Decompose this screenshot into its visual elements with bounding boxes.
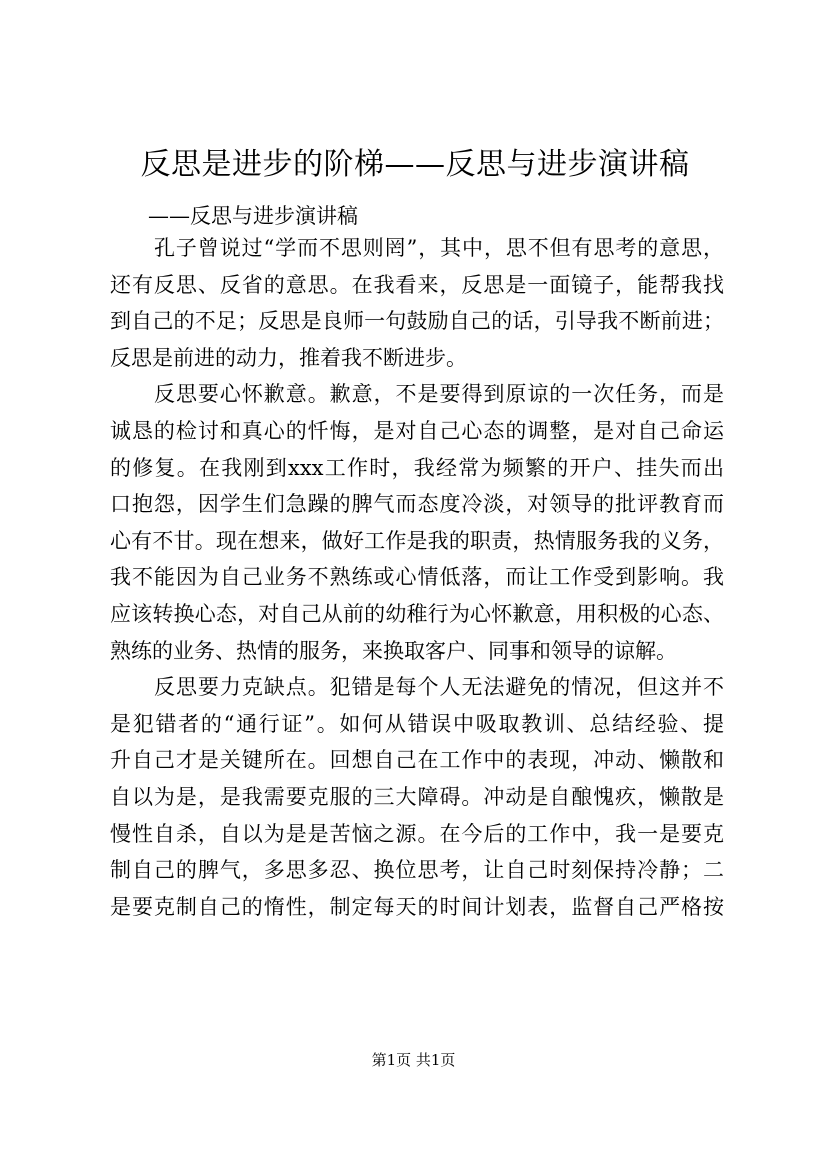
paragraph-line: 是犯错者的“通行证”。如何从错误中吸取教训、总结经验、提: [110, 711, 724, 736]
paragraph-line: 到自己的不足；反思是良师一句鼓励自己的话，引导我不断前进；: [110, 309, 724, 334]
paragraph-line: 慢性自杀，自以为是是苦恼之源。在今后的工作中，我一是要克: [110, 821, 724, 846]
paragraph-line: 我不能因为自己业务不熟练或心情低落，而让工作受到影响。我: [110, 565, 724, 590]
paragraph-line: 反思是前进的动力，推着我不断进步。: [110, 345, 467, 370]
paragraph-line: 自以为是，是我需要克服的三大障碍。冲动是自酿愧疚，懒散是: [110, 784, 724, 809]
paragraph-line: 反思要力克缺点。犯错是每个人无法避免的情况，但这并不: [154, 675, 724, 700]
paragraph-line: 应该转换心态，对自己从前的幼稚行为心怀歉意，用积极的心态、: [110, 601, 724, 626]
document-body: [110, 230, 724, 925]
page-footer: 第1页 共1页: [371, 1051, 456, 1069]
paragraph-line: 是要克制自己的惰性，制定每天的时间计划表，监督自己严格按: [110, 894, 724, 919]
paragraph-line: 的修复。在我刚到xxx工作时，我经常为频繁的开户、挂失而出: [110, 455, 724, 480]
paragraph-line: 反思要心怀歉意。歉意，不是要得到原谅的一次任务，而是: [154, 382, 724, 407]
paragraph-line: 熟练的业务、热情的服务，来换取客户、同事和领导的谅解。: [110, 638, 677, 663]
document-subtitle: ——反思与进步演讲稿: [148, 204, 358, 228]
paragraph-line: 口抱怨，因学生们急躁的脾气而态度冷淡，对领导的批评教育而: [110, 492, 724, 517]
paragraph-line: 诚恳的检讨和真心的忏悔，是对自己心态的调整，是对自己命运: [110, 418, 724, 443]
paragraph-line: 心有不甘。现在想来，做好工作是我的职责，热情服务我的义务，: [110, 528, 724, 553]
document-title: 反思是进步的阶梯——反思与进步演讲稿: [140, 147, 690, 182]
paragraph-line: 升自己才是关键所在。回想自己在工作中的表现，冲动、懒散和: [110, 748, 724, 773]
paragraph-line: 制自己的脾气，多思多忍、换位思考，让自己时刻保持冷静；二: [110, 858, 724, 883]
paragraph-line: 孔子曾说过“学而不思则罔”，其中，思不但有思考的意思，: [154, 236, 724, 260]
paragraph-line: 还有反思、反省的意思。在我看来，反思是一面镜子，能帮我找: [110, 272, 724, 297]
